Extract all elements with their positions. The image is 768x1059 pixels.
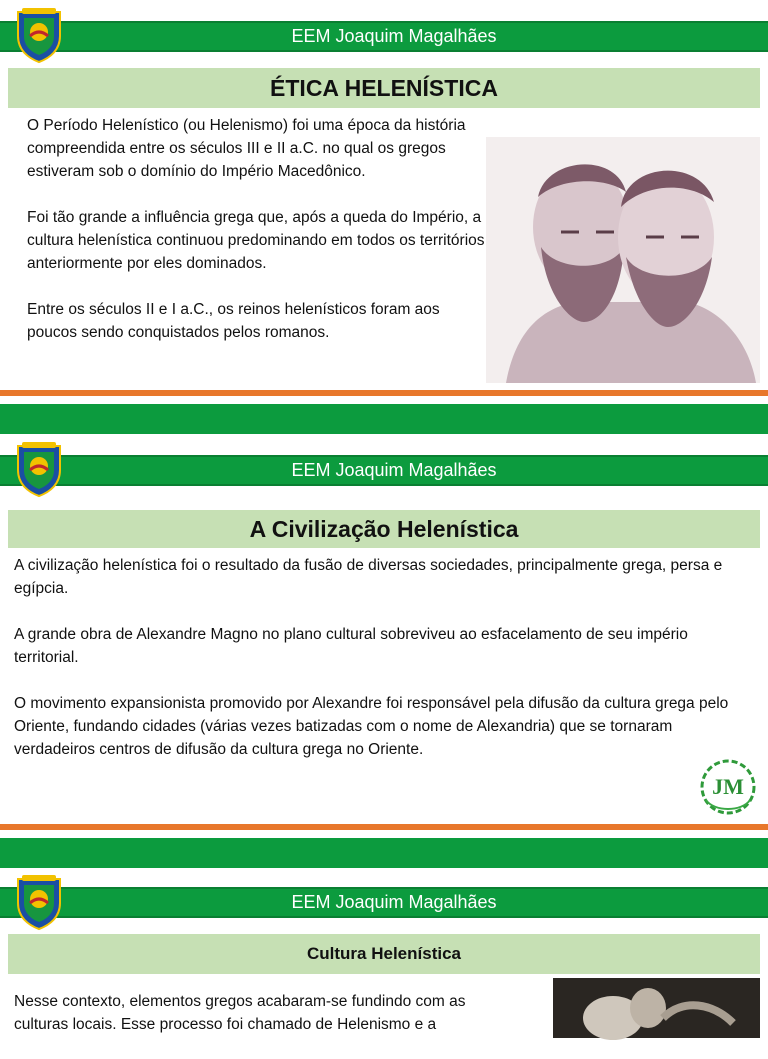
school-header-bar	[0, 887, 768, 918]
paragraph: Nesse contexto, elementos gregos acabaram-se fundindo com as culturas locais. Esse processo foi chamado de Helenismo e a	[14, 993, 466, 1033]
paragraph: Entre os séculos II e I a.C., os reinos helenísticos foram aos poucos sendo conquistados pelos romanos.	[27, 301, 440, 341]
separator-orange	[0, 824, 768, 830]
paragraph: O Período Helenístico (ou Helenismo) foi uma época da história compreendida entre os séculos III e II a.C. no qual os gregos estiveram sob o domínio do Império Macedônico.	[27, 117, 466, 180]
slide-etica-helenistica	[0, 0, 768, 390]
separator-orange	[0, 390, 768, 396]
school-crest-icon	[14, 6, 64, 64]
slide-body	[14, 554, 744, 784]
slide-cultura-helenistica	[0, 868, 768, 1033]
paragraph: O movimento expansionista promovido por Alexandre foi responsável pela difusão da cultura grega pelo Oriente, fundando cidades (várias vezes batizadas com o nome de Alexandria) que se tornaram verdadeiros centros de difusão da cultura grega no Oriente.	[14, 695, 729, 758]
paragraph: A grande obra de Alexandre Magno no plano cultural sobreviveu ao esfacelamento de seu império territorial.	[14, 626, 688, 666]
slide-title-text: Cultura Helenística	[307, 944, 461, 963]
paragraph: A civilização helenística foi o resultado da fusão de diversas sociedades, principalmente grega, persa e egípcia.	[14, 557, 723, 597]
school-crest-icon	[14, 873, 64, 931]
slide-body	[14, 990, 514, 1059]
slide-title	[8, 68, 760, 108]
sculpture-image	[553, 978, 760, 1038]
paragraph: Foi tão grande a influência grega que, após a queda do Império, a cultura helenística continuou predominando em todos os territórios anteriormente por eles dominados.	[27, 209, 485, 272]
separator-green	[0, 404, 768, 434]
slide-civilizacao-helenistica	[0, 434, 768, 824]
school-header-bar	[0, 21, 768, 52]
school-name: EEM Joaquim Magalhães	[291, 892, 497, 912]
jm-logo-text: JM	[712, 774, 744, 799]
philosophers-bust-image	[486, 137, 760, 383]
slide-body	[27, 114, 487, 367]
slide-title-text: A Civilização Helenística	[249, 516, 519, 542]
school-name: EEM Joaquim Magalhães	[291, 26, 497, 46]
separator-green	[0, 838, 768, 868]
slide-title	[8, 510, 760, 548]
slide-title-text: ÉTICA HELENÍSTICA	[270, 75, 498, 101]
school-header-bar	[0, 455, 768, 486]
school-crest-icon	[14, 440, 64, 498]
slide-title	[8, 934, 760, 974]
jm-logo	[698, 756, 758, 818]
school-name: EEM Joaquim Magalhães	[291, 460, 497, 480]
